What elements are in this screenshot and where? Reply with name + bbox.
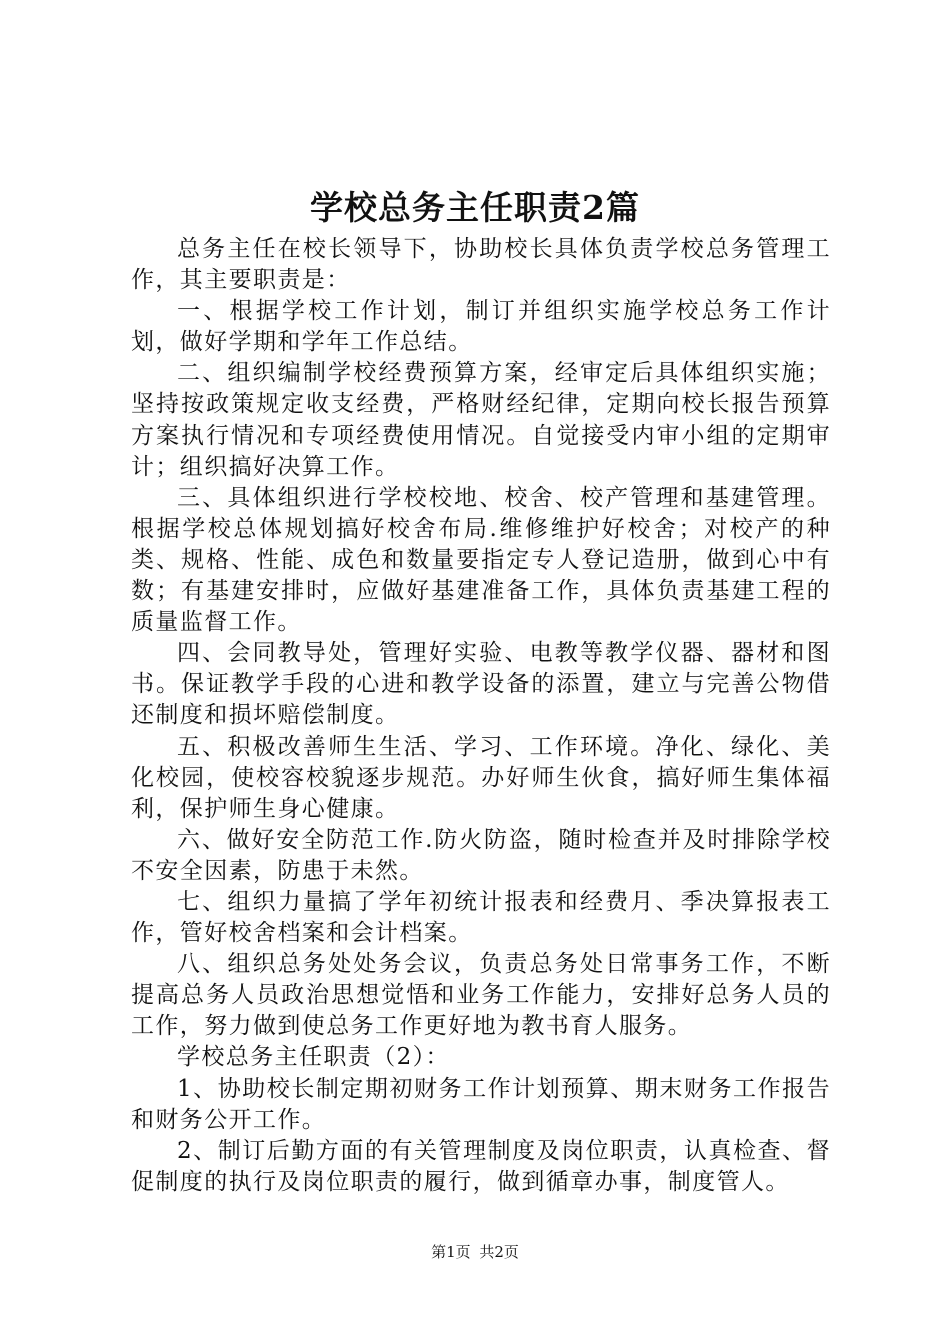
paragraph-section2-item-1: 1、协助校长制定期初财务工作计划预算、期末财务工作报告和财务公开工作。: [131, 1075, 831, 1133]
paragraph-intro: 总务主任在校长领导下，协助校长具体负责学校总务管理工作，其主要职责是：: [131, 236, 831, 294]
paragraph-section2-item-2: 2、制订后勤方面的有关管理制度及岗位职责，认真检查、督促制度的执行及岗位职责的履行，做到循章办事，制度管人。: [131, 1137, 831, 1195]
section-heading-2: 学校总务主任职责（2）：: [177, 1044, 450, 1071]
paragraph-duty-8: 八、组织总务处处务会议，负责总务处日常事务工作，不断提高总务人员政治思想觉悟和业务工作能力，安排好总务人员的工作，努力做到使总务工作更好地为教书育人服务。: [131, 951, 831, 1040]
document-body: [131, 234, 831, 1198]
paragraph-duty-5: 五、积极改善师生生活、学习、工作环境。净化、绿化、美化校园，使校容校貌逐步规范。办好师生伙食，搞好师生集体福利，保护师生身心健康。: [131, 733, 831, 822]
paragraph-duty-4: 四、会同教导处，管理好实验、电教等教学仪器、器材和图书。保证教学手段的心进和教学设备的添置，建立与完善公物借还制度和损坏赔偿制度。: [131, 640, 831, 729]
paragraph-duty-2: 二、组织编制学校经费预算方案，经审定后具体组织实施；坚持按政策规定收支经费，严格财经纪律，定期向校长报告预算方案执行情况和专项经费使用情况。自觉接受内审小组的定期审计；组织搞好决算工作。: [131, 360, 831, 480]
paragraph-duty-7: 七、组织力量搞了学年初统计报表和经费月、季决算报表工作，管好校舍档案和会计档案。: [131, 888, 831, 947]
paragraph-duty-6: 六、做好安全防范工作.防火防盗，随时检查并及时排除学校不安全因素，防患于未然。: [131, 826, 831, 884]
paragraph-duty-3: 三、具体组织进行学校校地、校舍、校产管理和基建管理。根据学校总体规划搞好校舍布局.维修维护好校舍；对校产的种类、规格、性能、成色和数量要指定专人登记造册，做到心中有数；有基建安排时，应做好基建准备工作，具体负责基建工程的质量监督工作。: [131, 484, 831, 636]
paragraph-duty-1: 一、根据学校工作计划，制订并组织实施学校总务工作计划，做好学期和学年工作总结。: [131, 298, 831, 356]
page-total: 共2页: [479, 1243, 519, 1261]
page-number: 第1页: [431, 1243, 471, 1261]
page-footer: [0, 1241, 950, 1263]
document-title: 学校总务主任职责2篇: [310, 188, 640, 227]
